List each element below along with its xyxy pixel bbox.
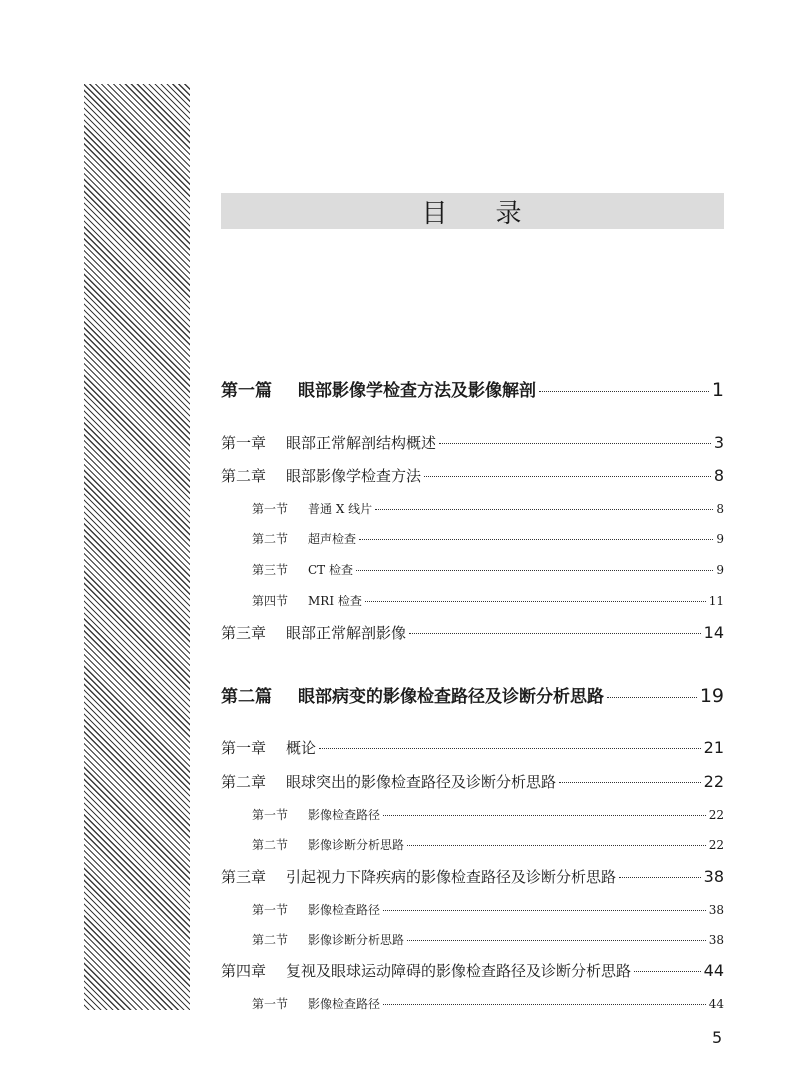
toc-leader-dots <box>409 633 701 634</box>
toc-leader-dots <box>634 971 701 972</box>
toc-entry-page: 8 <box>716 502 724 516</box>
toc-entry-title: 引起视力下降疾病的影像检查路径及诊断分析思路 <box>286 868 617 886</box>
toc-entry-chapter[interactable] <box>221 866 724 887</box>
toc-entry-section[interactable] <box>252 561 724 578</box>
toc-entry-page: 22 <box>708 808 724 822</box>
toc-entry-label: 第二节 <box>252 532 289 546</box>
toc-leader-dots <box>559 782 701 783</box>
toc-entry-title: 影像检查路径 <box>308 808 381 822</box>
toc-entry-part[interactable] <box>221 682 724 707</box>
toc-entry-label: 第二节 <box>252 838 289 852</box>
toc-entry-page: 9 <box>716 563 724 577</box>
toc-leader-dots <box>407 845 706 846</box>
toc-entry-page: 22 <box>708 838 724 852</box>
toc-entry-label: 第四节 <box>252 594 289 608</box>
toc-entry-section[interactable] <box>252 806 724 823</box>
toc-leader-dots <box>539 391 709 392</box>
toc-entry-section[interactable] <box>252 530 724 547</box>
toc-entry-section[interactable] <box>252 931 724 948</box>
toc-leader-dots <box>359 539 713 540</box>
toc-entry-section[interactable] <box>252 995 724 1012</box>
toc-entry-label: 第一节 <box>252 808 289 822</box>
toc-leader-dots <box>356 570 713 571</box>
toc-entry-section[interactable] <box>252 592 724 609</box>
toc-entry-page: 38 <box>703 867 724 886</box>
toc-entry-title: 眼部影像学检查方法及影像解剖 <box>298 381 536 401</box>
toc-entry-label: 第一节 <box>252 502 289 516</box>
toc-leader-dots <box>319 748 701 749</box>
toc-leader-dots <box>383 910 706 911</box>
toc-entry-title: 超声检查 <box>308 532 357 546</box>
toc-entry-page: 11 <box>708 594 724 608</box>
toc-entry-label: 第三章 <box>221 868 267 886</box>
toc-entry-section[interactable] <box>252 500 724 517</box>
toc-entry-section[interactable] <box>252 901 724 918</box>
toc-entry-label: 第四章 <box>221 962 267 980</box>
toc-heading <box>221 193 724 229</box>
page-number: 5 <box>712 1028 723 1047</box>
toc-entry-title: 眼球突出的影像检查路径及诊断分析思路 <box>286 773 557 791</box>
toc-entry-page: 14 <box>703 623 724 642</box>
toc-entry-label: 第二篇 <box>221 687 272 707</box>
toc-leader-dots <box>607 697 697 698</box>
toc-entry-label: 第一章 <box>221 739 267 757</box>
toc-entry-title: 复视及眼球运动障碍的影像检查路径及诊断分析思路 <box>286 962 632 980</box>
toc-entry-label: 第二章 <box>221 773 267 791</box>
toc-entry-title: 影像检查路径 <box>308 903 381 917</box>
toc-entry-label: 第二节 <box>252 933 289 947</box>
toc-leader-dots <box>619 877 701 878</box>
toc-leader-dots <box>375 509 713 510</box>
toc-entry-page: 38 <box>708 903 724 917</box>
toc-entry-title: 眼部病变的影像检查路径及诊断分析思路 <box>298 687 604 707</box>
toc-entry-label: 第三节 <box>252 563 289 577</box>
toc-entry-chapter[interactable] <box>221 771 724 792</box>
toc-entry-chapter[interactable] <box>221 465 724 486</box>
toc-entry-part[interactable] <box>221 376 724 401</box>
toc-entry-chapter[interactable] <box>221 960 724 981</box>
toc-entry-label: 第一节 <box>252 903 289 917</box>
toc-entry-title: MRI 检查 <box>308 594 362 608</box>
decorative-hatch-band <box>84 84 190 1010</box>
toc-heading-left: 目 <box>421 198 450 229</box>
toc-entry-title: 概论 <box>286 739 317 757</box>
toc-entry-label: 第三章 <box>221 624 267 642</box>
toc-entry-chapter[interactable] <box>221 622 724 643</box>
toc-entry-chapter[interactable] <box>221 432 724 453</box>
toc-entry-label: 第一章 <box>221 434 267 452</box>
toc-leader-dots <box>383 815 706 816</box>
toc-entry-page: 21 <box>703 738 724 757</box>
toc-entry-page: 1 <box>711 379 724 401</box>
toc-entry-label: 第二章 <box>221 467 267 485</box>
toc-entry-page: 8 <box>713 466 724 485</box>
toc-entry-title: 眼部正常解剖结构概述 <box>286 434 437 452</box>
toc-heading-right: 录 <box>495 198 524 229</box>
toc-entry-title: CT 检查 <box>308 563 354 577</box>
toc-entry-title: 眼部影像学检查方法 <box>286 467 422 485</box>
toc-entry-page: 3 <box>713 433 724 452</box>
toc-entry-page: 44 <box>703 961 724 980</box>
toc-entry-page: 9 <box>716 532 724 546</box>
toc-leader-dots <box>439 443 711 444</box>
toc-entry-title: 眼部正常解剖影像 <box>286 624 407 642</box>
toc-entry-section[interactable] <box>252 836 724 853</box>
toc-entry-chapter[interactable] <box>221 737 724 758</box>
toc-entry-title: 影像诊断分析思路 <box>308 838 405 852</box>
toc-entry-page: 38 <box>708 933 724 947</box>
toc-entry-label: 第一节 <box>252 997 289 1011</box>
toc-entry-title: 影像检查路径 <box>308 997 381 1011</box>
toc-entry-page: 22 <box>703 772 724 791</box>
toc-entry-page: 19 <box>699 685 724 707</box>
toc-entry-label: 第一篇 <box>221 381 272 401</box>
toc-entry-page: 44 <box>708 997 724 1011</box>
toc-entry-title: 影像诊断分析思路 <box>308 933 405 947</box>
toc-leader-dots <box>407 940 706 941</box>
toc-entry-title: 普通 X 线片 <box>308 502 373 516</box>
toc-leader-dots <box>424 476 711 477</box>
toc-leader-dots <box>365 601 706 602</box>
toc-leader-dots <box>383 1004 706 1005</box>
